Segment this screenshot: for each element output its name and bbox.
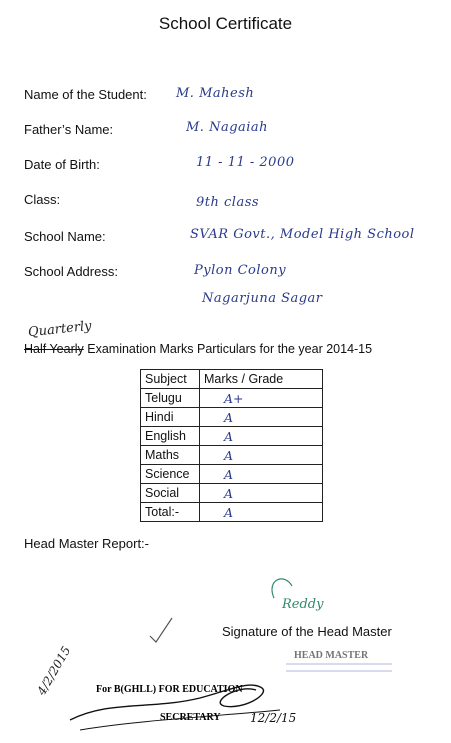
stamp-date: 12/2/15 xyxy=(250,711,297,725)
subject-cell: Maths xyxy=(141,446,200,465)
table-row xyxy=(141,465,323,484)
subject-cell: Telugu xyxy=(141,389,200,408)
grade-cell: A xyxy=(200,465,323,484)
grade-cell: A xyxy=(200,408,323,427)
exam-heading-rest: Examination Marks Particulars for the year 2014-15 xyxy=(83,342,373,356)
subject-cell: Social xyxy=(141,484,200,503)
school-name-value: SVAR Govt., Model High School xyxy=(190,227,415,242)
father-name-value: M. Nagaiah xyxy=(186,120,269,135)
grade-cell: A xyxy=(200,446,323,465)
grade-cell: A xyxy=(200,503,323,522)
table-row xyxy=(141,503,323,522)
header-marks-grade: Marks / Grade xyxy=(200,370,323,389)
subject-cell: English xyxy=(141,427,200,446)
grade-cell: A xyxy=(200,484,323,503)
header-subject: Subject xyxy=(141,370,200,389)
grade-cell: A xyxy=(200,427,323,446)
tick-mark-icon xyxy=(150,618,172,642)
grade-cell: A+ xyxy=(200,389,323,408)
school-name-label: School Name: xyxy=(24,229,106,244)
subject-cell: Hindi xyxy=(141,408,200,427)
marks-table xyxy=(140,369,323,522)
table-row xyxy=(141,389,323,408)
student-name-label: Name of the Student: xyxy=(24,87,147,102)
signature-stamp-area xyxy=(0,570,451,743)
table-row xyxy=(141,484,323,503)
quarterly-correction: Quarterly xyxy=(27,318,93,341)
school-address-line2: Nagarjuna Sagar xyxy=(202,291,323,306)
table-row xyxy=(141,427,323,446)
table-row xyxy=(141,446,323,465)
class-label: Class: xyxy=(24,192,61,207)
initial-signature-flourish xyxy=(272,579,292,598)
education-stamp-text: For B(GHLL) FOR EDUCATION xyxy=(96,684,243,695)
page-title: School Certificate xyxy=(158,14,293,33)
exam-heading xyxy=(24,342,372,356)
head-master-report-label: Head Master Report:- xyxy=(24,536,149,551)
class-value: 9th class xyxy=(196,195,260,210)
struck-half-yearly: Half Yearly xyxy=(24,342,84,356)
subject-cell: Total:- xyxy=(141,503,200,522)
dob-label: Date of Birth: xyxy=(24,157,100,172)
hm-stamp-text: HEAD MASTER xyxy=(294,650,369,661)
student-name-value: M. Mahesh xyxy=(176,86,255,101)
handwritten-date: 4/2/2015 xyxy=(34,643,74,698)
father-name-label: Father’s Name: xyxy=(24,122,114,137)
school-address-line1: Pylon Colony xyxy=(194,263,287,278)
table-header-row xyxy=(141,370,323,389)
head-master-stamp xyxy=(286,650,392,671)
school-address-label: School Address: xyxy=(24,264,118,279)
secretary-stamp-text: SECRETARY xyxy=(160,712,221,723)
subject-cell: Science xyxy=(141,465,200,484)
signature-label: Signature of the Head Master xyxy=(222,624,392,639)
initial-signature: Reddy xyxy=(282,597,324,612)
dob-value: 11 - 11 - 2000 xyxy=(196,155,295,170)
table-row xyxy=(141,408,323,427)
